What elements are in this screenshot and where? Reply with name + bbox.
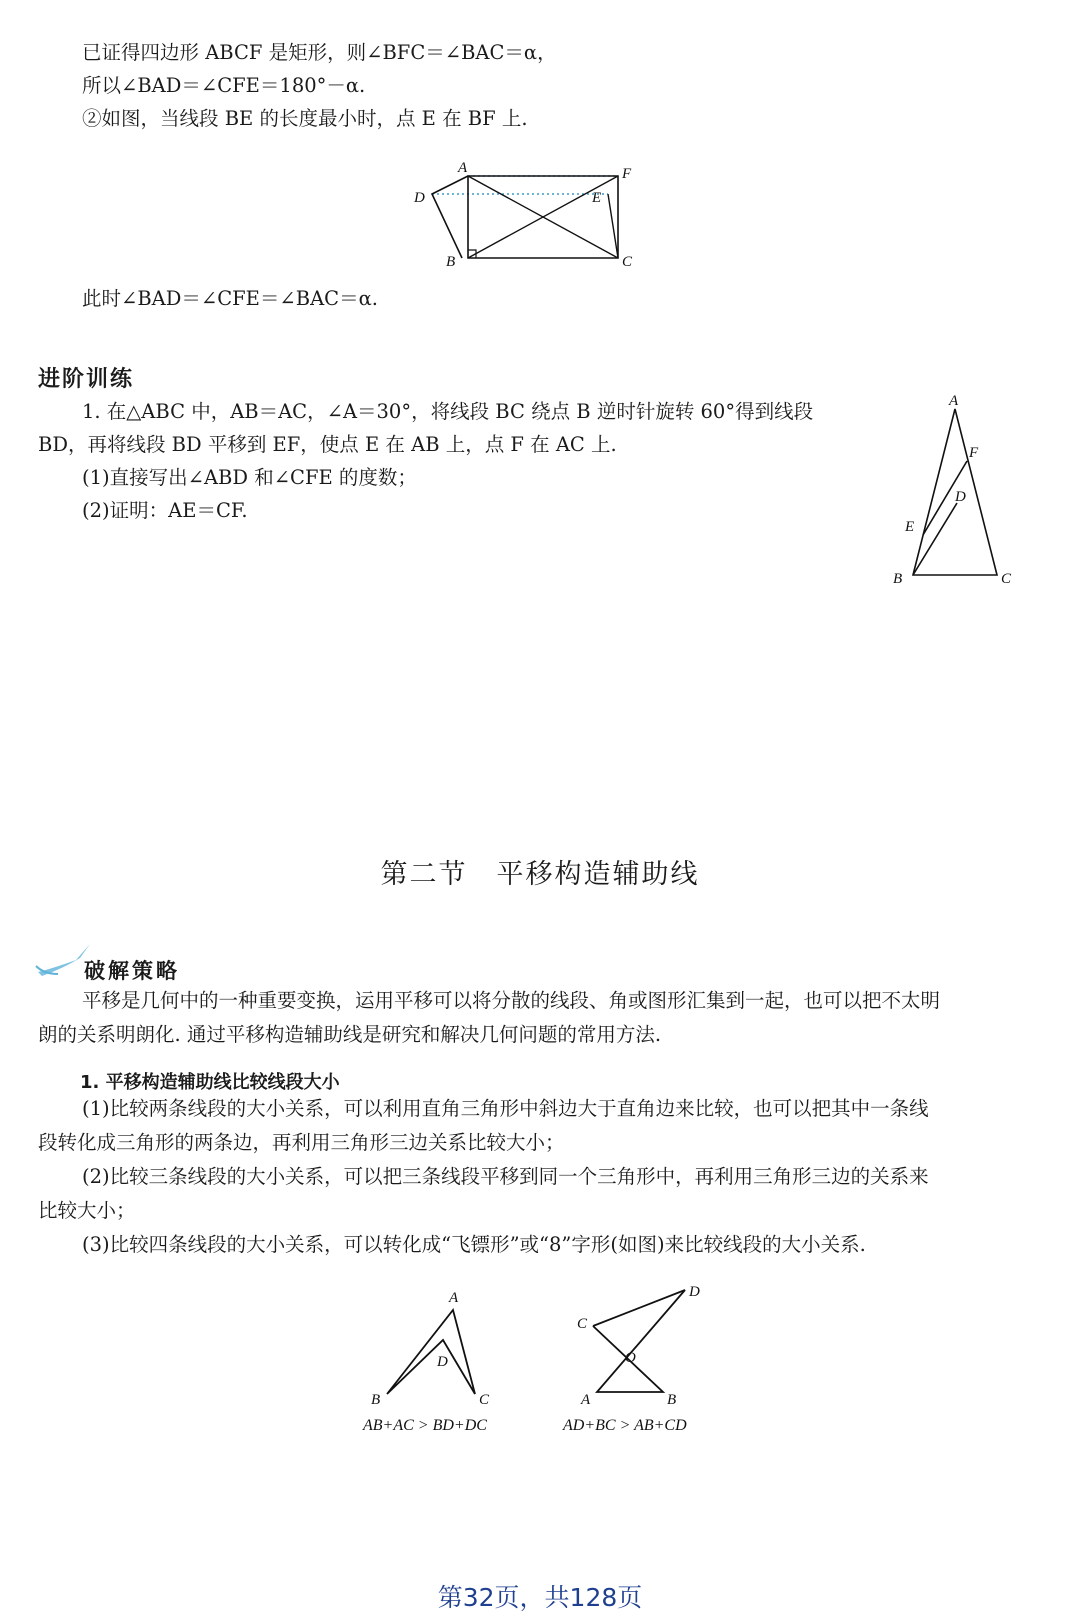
fig4-label-o: O <box>625 1350 636 1366</box>
item-2-line-a: (2)比较三条线段的大小关系，可以把三条线段平移到同一个三角形中，再利用三角形三边的关系来 <box>82 1165 929 1188</box>
fig2-label-e: E <box>905 519 915 535</box>
fig1-label-f: F <box>622 166 632 182</box>
fig2-label-d: D <box>955 489 966 505</box>
fig3-label-c: C <box>479 1392 490 1408</box>
fig1-label-b: B <box>446 254 456 270</box>
fig4-label-d: D <box>689 1284 700 1300</box>
fig3-caption: AB+AC > BD+DC <box>363 1417 487 1434</box>
fig4-caption: AD+BC > AB+CD <box>563 1417 687 1434</box>
question-1-line-a: 1. 在△ABC 中，AB＝AC，∠A＝30°，将线段 BC 绕点 B 逆时针旋转 60°得到线段 <box>82 400 814 423</box>
paragraph-1-line-a: 平移是几何中的一种重要变换，运用平移可以将分散的线段、角或图形汇集到一起，也可以把不太明 <box>82 989 941 1012</box>
fig2-label-c: C <box>1001 571 1012 587</box>
fig2-label-a: A <box>949 393 959 409</box>
fig1-label-d: D <box>414 190 425 206</box>
fig1-label-c: C <box>622 254 633 270</box>
figure-eight-shape <box>563 1282 735 1442</box>
question-1-line-b: BD，再将线段 BD 平移到 EF，使点 E 在 AB 上，点 F 在 AC 上. <box>38 433 617 456</box>
fig4-label-a: A <box>581 1392 591 1408</box>
item-1-line-a: (1)比较两条线段的大小关系，可以利用直角三角形中斜边大于直角边来比较，也可以把其中一条线 <box>82 1097 929 1120</box>
page-number-footer: 第32页，共128页 <box>437 1583 643 1612</box>
figure-dart-shape <box>355 1282 515 1442</box>
item-1-line-b: 段转化成三角形的两条边，再利用三角形三边关系比较大小； <box>38 1131 565 1154</box>
fig2-label-b: B <box>893 571 903 587</box>
subheading-1: 1. 平移构造辅助线比较线段大小 <box>80 1072 340 1093</box>
strategy-heading: 破解策略 <box>84 959 180 983</box>
figure-triangle-abc <box>893 393 1045 595</box>
text-line-1: 已证得四边形 ABCF 是矩形，则∠BFC＝∠BAC＝α， <box>82 41 557 64</box>
item-3-line: (3)比较四条线段的大小关系，可以转化成“飞镖形”或“8”字形(如图)来比较线段的大小关系. <box>82 1233 866 1256</box>
text-line-2: 所以∠BAD＝∠CFE＝180°－α. <box>82 74 366 97</box>
fig4-label-b: B <box>667 1392 677 1408</box>
fig1-label-a: A <box>458 160 468 176</box>
text-line-3: ②如图，当线段 BE 的长度最小时，点 E 在 BF 上. <box>82 107 528 130</box>
fig3-label-b: B <box>371 1392 381 1408</box>
fig1-label-e: E <box>592 190 602 206</box>
fig3-label-d: D <box>437 1354 448 1370</box>
fig4-label-c: C <box>577 1316 588 1332</box>
question-1-line-c: (1)直接写出∠ABD 和∠CFE 的度数； <box>82 466 417 489</box>
advanced-heading: 进阶训练 <box>38 367 135 392</box>
text-line-4: 此时∠BAD＝∠CFE＝∠BAC＝α. <box>82 287 378 310</box>
paragraph-1-line-b: 朗的关系明朗化. 通过平移构造辅助线是研究和解决几何问题的常用方法. <box>38 1023 662 1046</box>
fig3-label-a: A <box>449 1290 459 1306</box>
item-2-line-b: 比较大小； <box>38 1199 136 1222</box>
question-1-line-d: (2)证明：AE＝CF. <box>82 499 248 522</box>
section-title: 第二节 平移构造辅助线 <box>380 859 700 890</box>
figure-rectangle-abcf <box>410 160 670 280</box>
fig2-label-f: F <box>969 445 979 461</box>
